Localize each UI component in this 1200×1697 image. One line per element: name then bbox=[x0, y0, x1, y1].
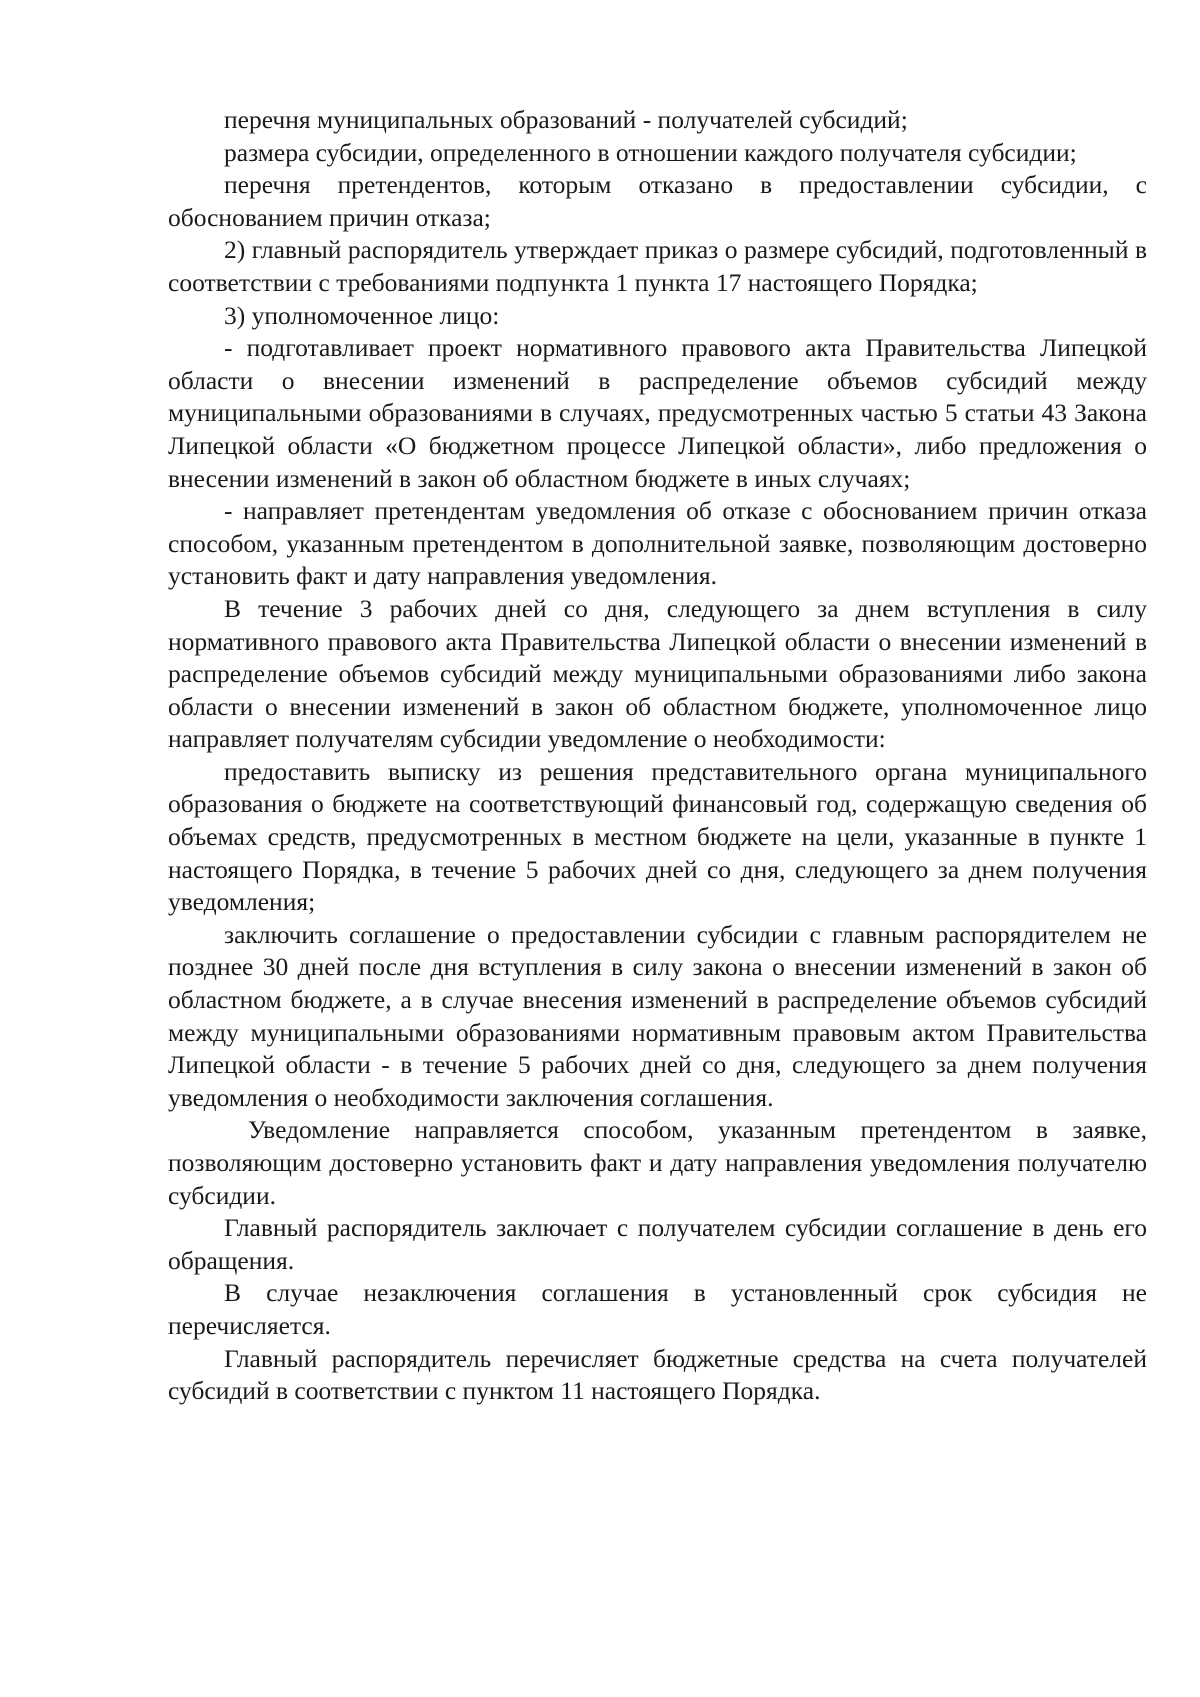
document-page bbox=[168, 104, 1147, 1408]
paragraph-conclude-agreement: заключить соглашение о предоставлении субсидии с главным распорядителем не позднее 30 дней после дня вступления в силу закона о внесении изменений в закон об областном бюджете, а в случае внесения изменений в распределение объемов субсидий между муниципальными образованиями нормативным правовым актом Правительства Липецкой области - в течение 5 рабочих дней со дня, следующего за днем получения уведомления о необходимости заключения соглашения. bbox=[168, 919, 1147, 1112]
paragraph-refusal-notices: - направляет претендентам уведомления об отказе с обоснованием причин отказа способом, указанным претендентом в дополнительной заявке, позволяющим достоверно установить факт и дату направления уведомления. bbox=[168, 496, 1147, 591]
paragraph-item-3: 3) уполномоченное лицо: bbox=[224, 300, 500, 330]
paragraph-municipalities-list: перечня муниципальных образований - получателей субсидий; bbox=[224, 105, 908, 134]
paragraph-item-2: 2) главный распорядитель утверждает приказ о размере субсидий, подготовленный в соответствии с требованиями подпункта 1 пункта 17 настоящего Порядка; bbox=[168, 235, 1147, 297]
paragraph-no-agreement: В случае незаключения соглашения в установленный срок субсидия не перечисляется. bbox=[168, 1278, 1147, 1340]
paragraph-draft-act: - подготавливает проект нормативного правового акта Правительства Липецкой области о внесении изменений в распределение объемов субсидий между муниципальными образованиями в случаях, предусмотренных частью 5 статьи 43 Закона Липецкой области «О бюджетном процессе Липецкой области», либо предложения о внесении изменений в закон об областном бюджете в иных случаях; bbox=[168, 333, 1147, 493]
paragraph-subsidy-size: размера субсидии, определенного в отношении каждого получателя субсидии; bbox=[224, 137, 1077, 167]
paragraph-three-days: В течение 3 рабочих дней со дня, следующего за днем вступления в силу нормативного правового акта Правительства Липецкой области о внесении изменений в распределение объемов субсидий между муниципальными образованиями либо закона области о внесении изменений в закон об областном бюджете, уполномоченное лицо направляет получателям субсидии уведомление о необходимости: bbox=[168, 593, 1147, 754]
paragraph-notification-method: Уведомление направляется способом, указанным претендентом в заявке, позволяющим достоверно установить факт и дату направления уведомления получателю субсидии. bbox=[168, 1115, 1147, 1210]
paragraph-agreement-day: Главный распорядитель заключает с получателем субсидии соглашение в день его обращения. bbox=[168, 1213, 1147, 1275]
paragraph-transfer-funds: Главный распорядитель перечисляет бюджетные средства на счета получателей субсидий в соответствии с пунктом 11 настоящего Порядка. bbox=[168, 1343, 1147, 1406]
paragraph-provide-extract: предоставить выписку из решения представительного органа муниципального образования о бюджете на соответствующий финансовый год, содержащую сведения об объемах средств, предусмотренных в местном бюджете на цели, указанные в пункте 1 настоящего Порядка, в течение 5 рабочих дней со дня, следующего за днем получения уведомления; bbox=[168, 756, 1147, 917]
paragraph-refused-applicants: перечня претендентов, которым отказано в предоставлении субсидии, с обоснованием причин отказа; bbox=[168, 170, 1147, 232]
